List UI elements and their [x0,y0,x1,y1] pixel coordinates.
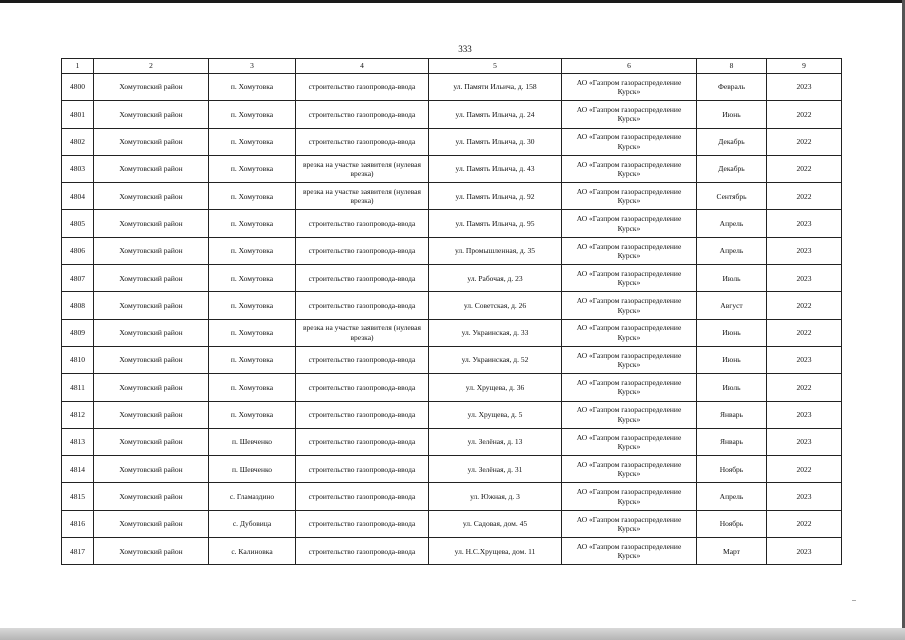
address-cell: ул. Рабочая, д. 23 [429,265,562,292]
row-number-cell: 4809 [62,319,94,346]
table-row [62,346,842,373]
district-cell: Хомутовский район [94,538,209,565]
locality-cell: п. Шевченко [209,428,296,455]
organization-cell: АО «Газпром газораспределение Курск» [562,346,697,373]
district-cell: Хомутовский район [94,428,209,455]
row-number-cell: 4812 [62,401,94,428]
address-cell: ул. Хрущева, д. 36 [429,374,562,401]
address-cell: ул. Н.С.Хрущева, дом. 11 [429,538,562,565]
month-cell: Декабрь [697,128,767,155]
organization-cell: АО «Газпром газораспределение Курск» [562,128,697,155]
month-cell: Июнь [697,101,767,128]
work-type-cell: строительство газопровода-ввода [296,483,429,510]
organization-cell: АО «Газпром газораспределение Курск» [562,401,697,428]
column-header: 2 [94,59,209,74]
locality-cell: п. Хомутовка [209,101,296,128]
organization-cell: АО «Газпром газораспределение Курск» [562,292,697,319]
locality-cell: с. Гламаздино [209,483,296,510]
scan-speck [852,600,856,601]
locality-cell: п. Хомутовка [209,183,296,210]
work-type-cell: врезка на участке заявителя (нулевая врезка) [296,183,429,210]
table-row [62,538,842,565]
work-type-cell: строительство газопровода-ввода [296,292,429,319]
organization-cell: АО «Газпром газораспределение Курск» [562,319,697,346]
year-cell: 2023 [767,74,842,101]
year-cell: 2022 [767,128,842,155]
work-type-cell: строительство газопровода-ввода [296,237,429,264]
address-cell: ул. Хрущева, д. 5 [429,401,562,428]
table-row [62,265,842,292]
address-cell: ул. Память Ильича, д. 24 [429,101,562,128]
year-cell: 2022 [767,155,842,182]
row-number-cell: 4802 [62,128,94,155]
district-cell: Хомутовский район [94,292,209,319]
locality-cell: п. Хомутовка [209,319,296,346]
work-type-cell: врезка на участке заявителя (нулевая врезка) [296,319,429,346]
row-number-cell: 4816 [62,510,94,537]
month-cell: Апрель [697,237,767,264]
organization-cell: АО «Газпром газораспределение Курск» [562,538,697,565]
column-header: 4 [296,59,429,74]
district-cell: Хомутовский район [94,483,209,510]
address-cell: ул. Южная, д. 3 [429,483,562,510]
year-cell: 2023 [767,265,842,292]
table-row [62,237,842,264]
organization-cell: АО «Газпром газораспределение Курск» [562,456,697,483]
month-cell: Июль [697,265,767,292]
district-cell: Хомутовский район [94,128,209,155]
year-cell: 2022 [767,101,842,128]
row-number-cell: 4817 [62,538,94,565]
year-cell: 2022 [767,319,842,346]
row-number-cell: 4813 [62,428,94,455]
address-cell: ул. Памяти Ильича, д. 158 [429,74,562,101]
scan-edge-top [0,0,905,3]
month-cell: Ноябрь [697,510,767,537]
month-cell: Ноябрь [697,456,767,483]
table-row [62,456,842,483]
month-cell: Сентябрь [697,183,767,210]
year-cell: 2023 [767,483,842,510]
table-row [62,483,842,510]
locality-cell: с. Дубовица [209,510,296,537]
registry-table [61,58,842,565]
organization-cell: АО «Газпром газораспределение Курск» [562,265,697,292]
table-row [62,101,842,128]
locality-cell: п. Хомутовка [209,155,296,182]
locality-cell: п. Хомутовка [209,374,296,401]
column-header: 9 [767,59,842,74]
year-cell: 2023 [767,346,842,373]
address-cell: ул. Промышленная, д. 35 [429,237,562,264]
locality-cell: п. Хомутовка [209,292,296,319]
district-cell: Хомутовский район [94,319,209,346]
month-cell: Июль [697,374,767,401]
locality-cell: п. Хомутовка [209,128,296,155]
row-number-cell: 4800 [62,74,94,101]
district-cell: Хомутовский район [94,510,209,537]
work-type-cell: строительство газопровода-ввода [296,456,429,483]
month-cell: Январь [697,401,767,428]
work-type-cell: строительство газопровода-ввода [296,128,429,155]
month-cell: Июнь [697,319,767,346]
year-cell: 2023 [767,237,842,264]
organization-cell: АО «Газпром газораспределение Курск» [562,428,697,455]
work-type-cell: строительство газопровода-ввода [296,374,429,401]
row-number-cell: 4805 [62,210,94,237]
locality-cell: п. Хомутовка [209,346,296,373]
month-cell: Январь [697,428,767,455]
organization-cell: АО «Газпром газораспределение Курск» [562,237,697,264]
district-cell: Хомутовский район [94,210,209,237]
year-cell: 2022 [767,183,842,210]
row-number-cell: 4806 [62,237,94,264]
row-number-cell: 4811 [62,374,94,401]
organization-cell: АО «Газпром газораспределение Курск» [562,155,697,182]
work-type-cell: строительство газопровода-ввода [296,401,429,428]
table-row [62,183,842,210]
district-cell: Хомутовский район [94,401,209,428]
header-row [62,59,842,74]
year-cell: 2022 [767,292,842,319]
organization-cell: АО «Газпром газораспределение Курск» [562,74,697,101]
district-cell: Хомутовский район [94,74,209,101]
district-cell: Хомутовский район [94,265,209,292]
year-cell: 2023 [767,210,842,237]
table-row [62,292,842,319]
work-type-cell: строительство газопровода-ввода [296,428,429,455]
address-cell: ул. Зелёная, д. 13 [429,428,562,455]
row-number-cell: 4807 [62,265,94,292]
month-cell: Февраль [697,74,767,101]
locality-cell: п. Хомутовка [209,210,296,237]
table-row [62,74,842,101]
district-cell: Хомутовский район [94,183,209,210]
district-cell: Хомутовский район [94,155,209,182]
table-row [62,374,842,401]
district-cell: Хомутовский район [94,346,209,373]
address-cell: ул. Зелёная, д. 31 [429,456,562,483]
year-cell: 2022 [767,374,842,401]
column-header: 1 [62,59,94,74]
address-cell: ул. Украинская, д. 52 [429,346,562,373]
row-number-cell: 4808 [62,292,94,319]
district-cell: Хомутовский район [94,237,209,264]
work-type-cell: строительство газопровода-ввода [296,538,429,565]
address-cell: ул. Память Ильича, д. 43 [429,155,562,182]
organization-cell: АО «Газпром газораспределение Курск» [562,374,697,401]
work-type-cell: строительство газопровода-ввода [296,510,429,537]
table-row [62,128,842,155]
month-cell: Август [697,292,767,319]
year-cell: 2023 [767,428,842,455]
month-cell: Март [697,538,767,565]
row-number-cell: 4803 [62,155,94,182]
month-cell: Декабрь [697,155,767,182]
address-cell: ул. Садовая, дом. 45 [429,510,562,537]
organization-cell: АО «Газпром газораспределение Курск» [562,483,697,510]
year-cell: 2023 [767,401,842,428]
work-type-cell: врезка на участке заявителя (нулевая врезка) [296,155,429,182]
month-cell: Апрель [697,483,767,510]
district-cell: Хомутовский район [94,374,209,401]
work-type-cell: строительство газопровода-ввода [296,346,429,373]
table-row [62,401,842,428]
table-row [62,428,842,455]
district-cell: Хомутовский район [94,101,209,128]
address-cell: ул. Память Ильича, д. 92 [429,183,562,210]
table-row [62,210,842,237]
row-number-cell: 4804 [62,183,94,210]
month-cell: Апрель [697,210,767,237]
address-cell: ул. Память Ильича, д. 30 [429,128,562,155]
organization-cell: АО «Газпром газораспределение Курск» [562,183,697,210]
organization-cell: АО «Газпром газораспределение Курск» [562,510,697,537]
column-header: 5 [429,59,562,74]
locality-cell: п. Хомутовка [209,237,296,264]
row-number-cell: 4801 [62,101,94,128]
column-header: 8 [697,59,767,74]
locality-cell: п. Хомутовка [209,265,296,292]
address-cell: ул. Украинская, д. 33 [429,319,562,346]
table-row [62,510,842,537]
table-row [62,155,842,182]
scan-edge-bottom [0,628,905,640]
column-header: 6 [562,59,697,74]
year-cell: 2022 [767,510,842,537]
work-type-cell: строительство газопровода-ввода [296,74,429,101]
address-cell: ул. Советская, д. 26 [429,292,562,319]
locality-cell: п. Шевченко [209,456,296,483]
work-type-cell: строительство газопровода-ввода [296,101,429,128]
row-number-cell: 4815 [62,483,94,510]
district-cell: Хомутовский район [94,456,209,483]
work-type-cell: строительство газопровода-ввода [296,265,429,292]
locality-cell: п. Хомутовка [209,401,296,428]
locality-cell: с. Калиновка [209,538,296,565]
table-row [62,319,842,346]
page-number: 333 [458,44,472,54]
organization-cell: АО «Газпром газораспределение Курск» [562,101,697,128]
row-number-cell: 4814 [62,456,94,483]
row-number-cell: 4810 [62,346,94,373]
year-cell: 2022 [767,456,842,483]
column-header: 3 [209,59,296,74]
organization-cell: АО «Газпром газораспределение Курск» [562,210,697,237]
work-type-cell: строительство газопровода-ввода [296,210,429,237]
address-cell: ул. Память Ильича, д. 95 [429,210,562,237]
year-cell: 2023 [767,538,842,565]
month-cell: Июнь [697,346,767,373]
locality-cell: п. Хомутовка [209,74,296,101]
